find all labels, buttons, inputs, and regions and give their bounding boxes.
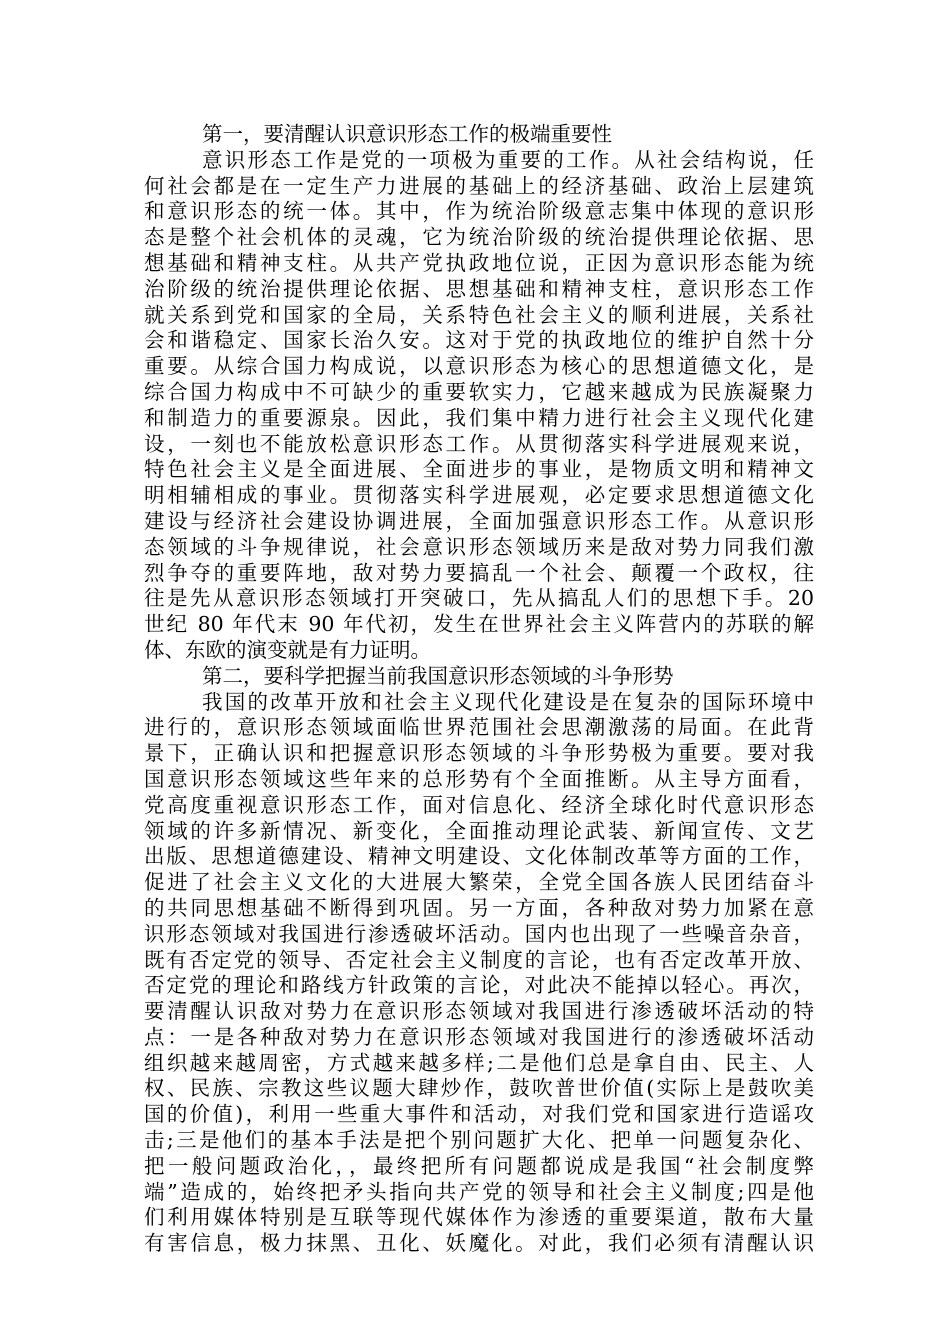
text-line: 点：一是各种敌对势力在意识形态领域对我国进行的渗透破坏活动 [144, 1024, 814, 1049]
text-line: 重要。从综合国力构成说，以意识形态为核心的思想道德文化，是 [144, 354, 814, 379]
text-line: 和制造力的重要源泉。因此，我们集中精力进行社会主义现代化建 [144, 405, 814, 430]
text-line: 建设与经济社会建设协调进展，全面加强意识形态工作。从意识形 [144, 508, 814, 533]
text-line: 国的价值)，利用一些重大事件和活动，对我们党和国家进行造谣攻 [144, 1102, 814, 1127]
text-line: 端”造成的，始终把矛头指向共产党的领导和社会主义制度;四是他 [144, 1179, 814, 1204]
text-line: 意识形态工作是党的一项极为重要的工作。从社会结构说，任 [202, 147, 814, 172]
section-2-heading: 第二，要科学把握当前我国意识形态领域的斗争形势 [202, 663, 674, 688]
section-1-heading: 第一，要清醒认识意识形态工作的极端重要性 [202, 122, 612, 146]
text-line: 促进了社会主义文化的大进展大繁荣，全党全国各族人民团结奋斗 [144, 870, 814, 895]
text-line: 把一般问题政治化，，最终把所有问题都说成是我国“社会制度弊 [144, 1153, 814, 1178]
text-line: 态是整个社会机体的灵魂，它为统治阶级的统治提供理论依据、思 [144, 225, 814, 250]
text-line: 明相辅相成的事业。贯彻落实科学进展观，必定要求思想道德文化 [144, 483, 814, 508]
section-1-paragraph [144, 148, 814, 664]
text-line: 综合国力构成中不可缺少的重要软实力，它越来越成为民族凝聚力 [144, 379, 814, 404]
text-line: 要清醒认识敌对势力在意识形态领域对我国进行渗透破坏活动的特 [144, 999, 814, 1024]
text-line: 进行的，意识形态领域面临世界范围社会思潮激荡的局面。在此背 [144, 715, 814, 740]
text-line: 世纪 80 年代末 90 年代初，发生在世界社会主义阵营内的苏联的解 [144, 612, 814, 637]
text-line: 既有否定党的领导、否定社会主义制度的言论，也有否定改革开放、 [144, 947, 814, 972]
text-line: 就关系到党和国家的全局，关系特色社会主义的顺利进展，关系社 [144, 302, 814, 327]
text-line: 组织越来越周密，方式越来越多样;二是他们总是拿自由、民主、人 [144, 1050, 814, 1075]
text-line: 国意识形态领域这些年来的总形势有个全面推断。从主导方面看， [144, 766, 814, 791]
text-line: 识形态领域对我国进行渗透破坏活动。国内也出现了一些噪音杂音， [144, 921, 814, 946]
text-line: 会和谐稳定、国家长治久安。这对于党的执政地位的维护自然十分 [144, 328, 814, 353]
text-line: 态领域的斗争规律说，社会意识形态领域历来是敌对势力同我们激 [144, 534, 814, 559]
text-line: 景下，正确认识和把握意识形态领域的斗争形势极为重要。要对我 [144, 741, 814, 766]
text-line: 往是先从意识形态领域打开突破口，先从搞乱人们的思想下手。20 [144, 586, 814, 611]
section-2-paragraph [144, 690, 814, 1258]
text-line: 否定党的理论和路线方针政策的言论，对此决不能掉以轻心。再次， [144, 973, 814, 998]
text-line: 体、东欧的演变就是有力证明。 [144, 637, 431, 662]
text-line: 党高度重视意识形态工作，面对信息化、经济全球化时代意识形态 [144, 792, 814, 817]
text-line: 特色社会主义是全面进展、全面进步的事业，是物质文明和精神文 [144, 457, 814, 482]
text-line: 出版、思想道德建设、精神文明建设、文化体制改革等方面的工作， [144, 844, 814, 869]
text-line: 们利用媒体特别是互联等现代媒体作为渗透的重要渠道，散布大量 [144, 1205, 814, 1230]
text-line: 和意识形态的统一体。其中，作为统治阶级意志集中体现的意识形 [144, 199, 814, 224]
document-page [144, 122, 814, 1257]
text-line: 有害信息，极力抹黑、丑化、妖魔化。对此，我们必须有清醒认识 [144, 1231, 814, 1256]
text-line: 想基础和精神支柱。从共产党执政地位说，正因为意识形态能为统 [144, 250, 814, 275]
text-line: 权、民族、宗教这些议题大肆炒作，鼓吹普世价值(实际上是鼓吹美 [144, 1076, 814, 1101]
text-line: 设，一刻也不能放松意识形态工作。从贯彻落实科学进展观来说， [144, 431, 814, 456]
text-line: 治阶级的统治提供理论依据、思想基础和精神支柱，意识形态工作 [144, 276, 814, 301]
text-line: 击;三是他们的基本手法是把个别问题扩大化、把单一问题复杂化、 [144, 1128, 814, 1153]
text-line: 领域的许多新情况、新变化，全面推动理论武装、新闻宣传、文艺 [144, 818, 814, 843]
text-line: 我国的改革开放和社会主义现代化建设是在复杂的国际环境中 [202, 689, 814, 714]
text-line: 的共同思想基础不断得到巩固。另一方面，各种敌对势力加紧在意 [144, 895, 814, 920]
text-line: 何社会都是在一定生产力进展的基础上的经济基础、政治上层建筑 [144, 173, 814, 198]
text-line: 烈争夺的重要阵地，敌对势力要搞乱一个社会、颠覆一个政权，往 [144, 560, 814, 585]
